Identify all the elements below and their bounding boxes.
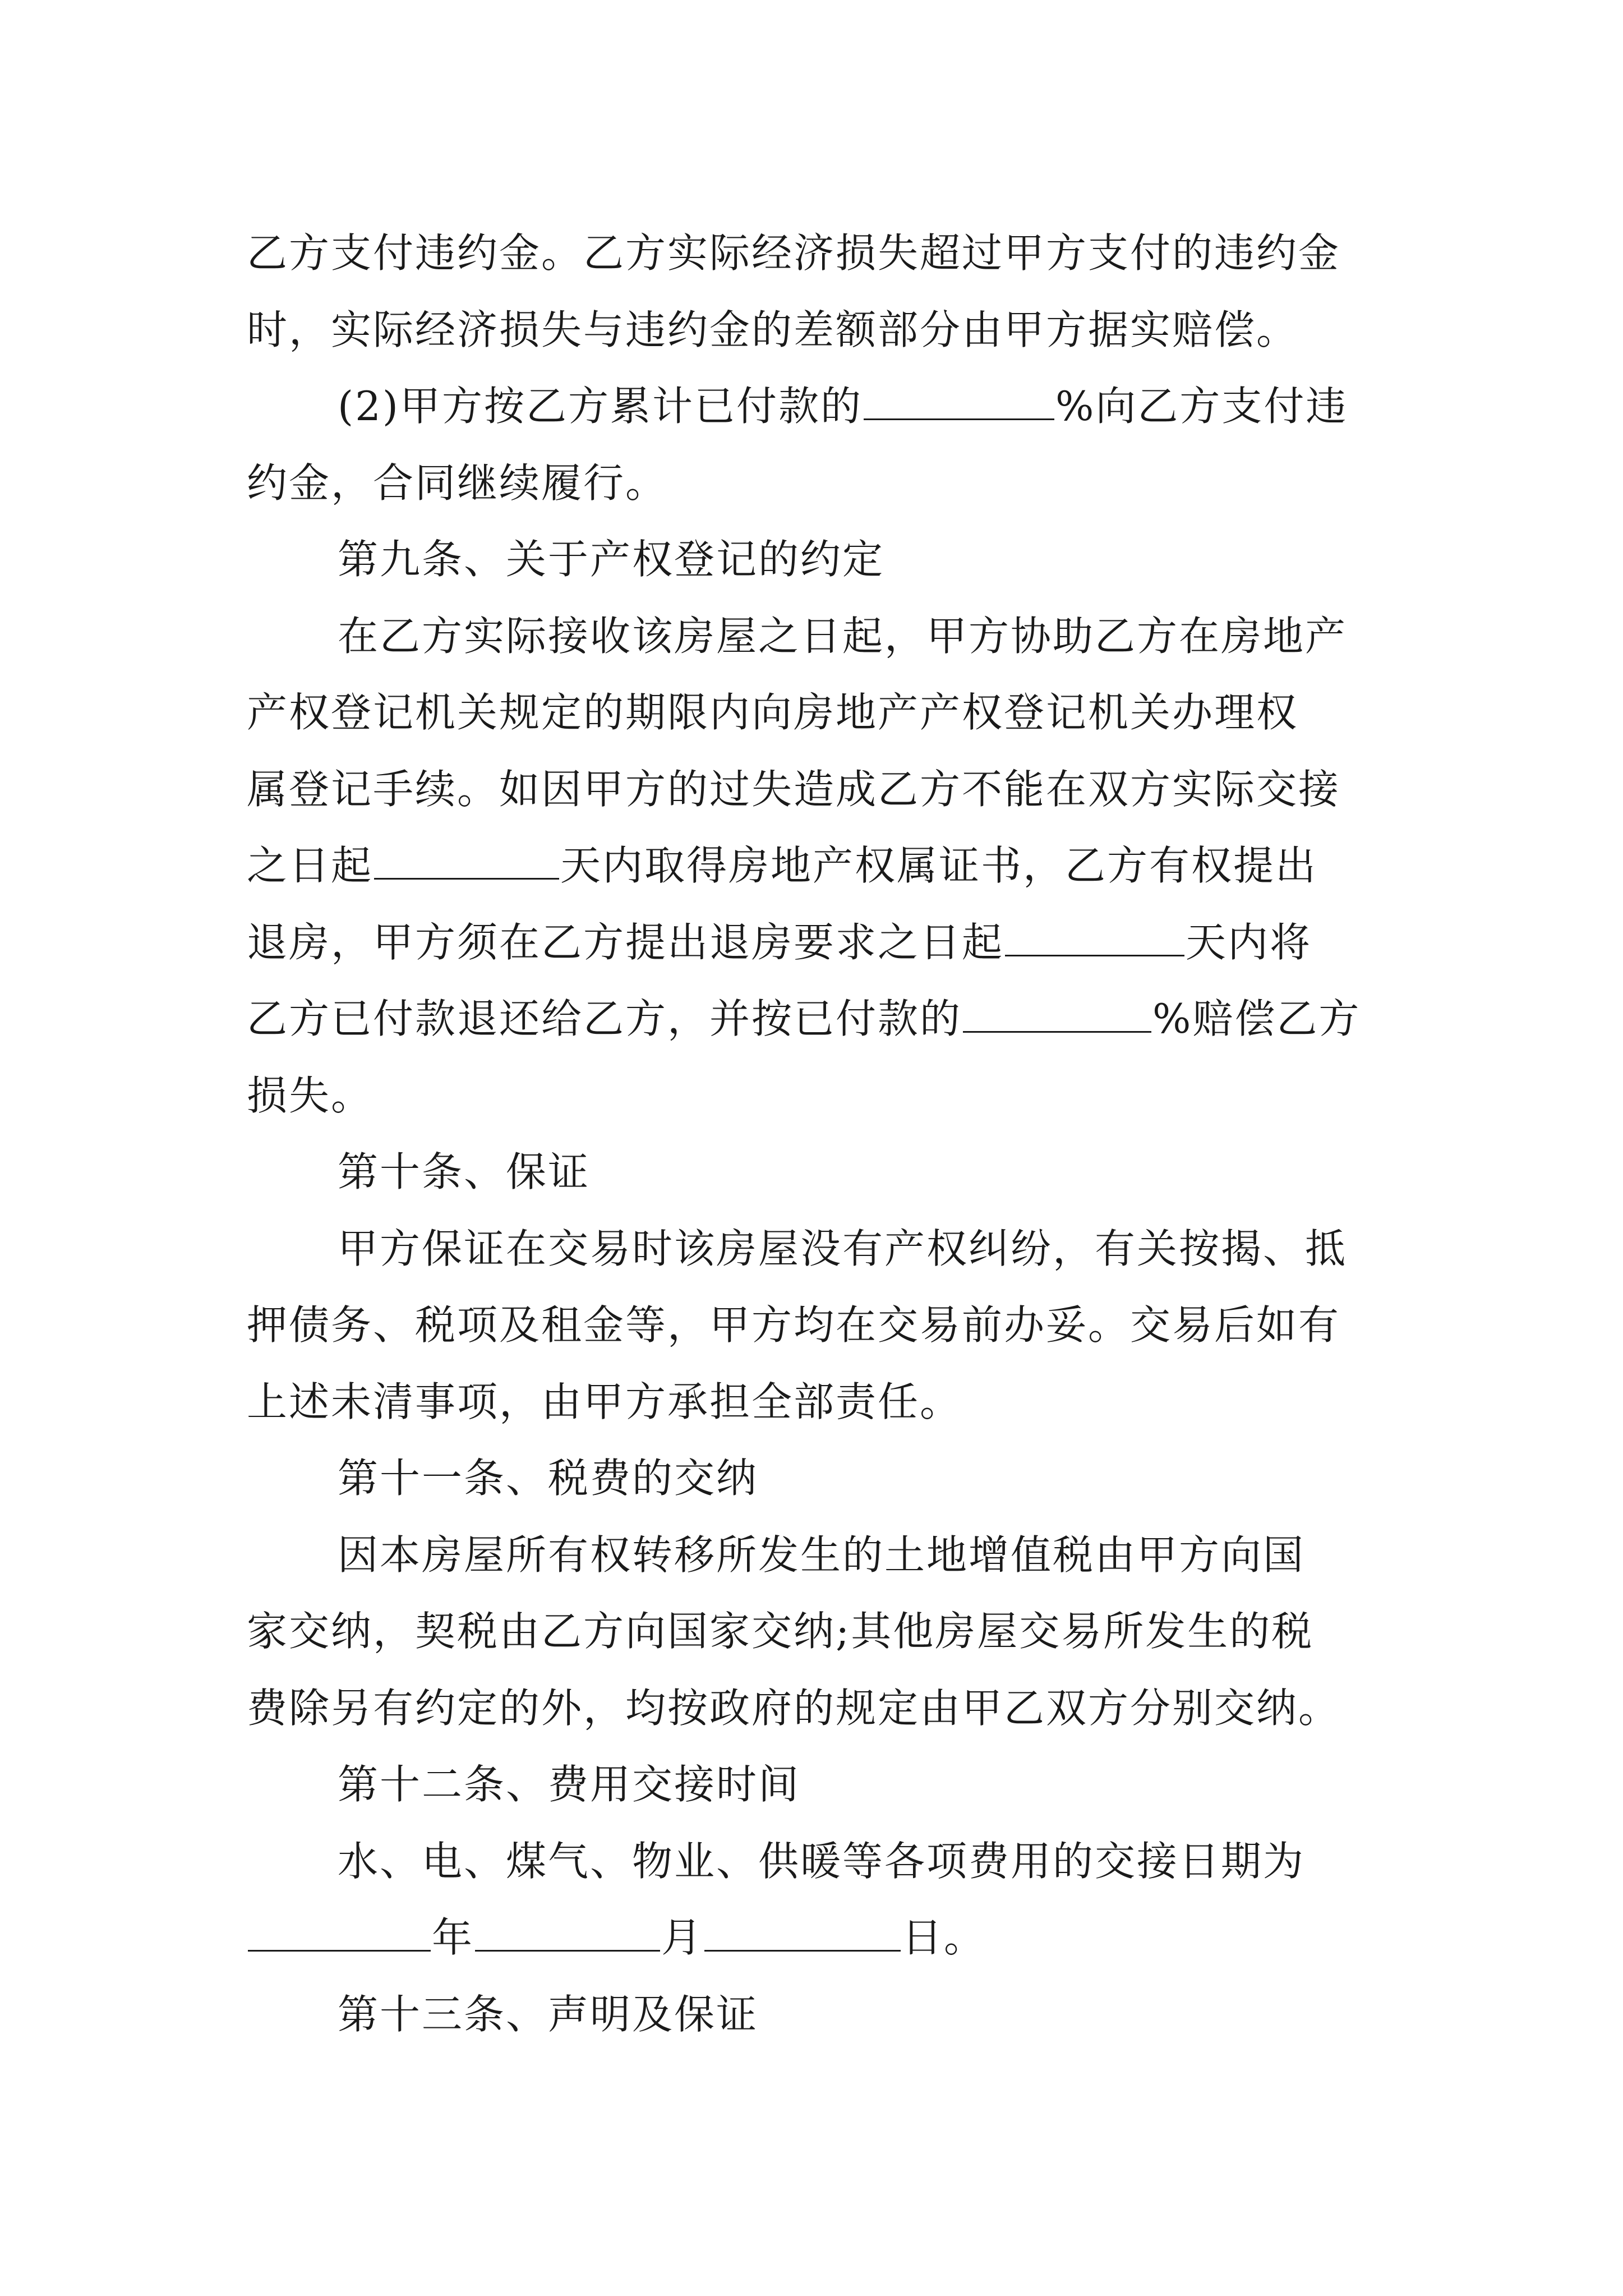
section-heading	[247, 1746, 1380, 1823]
line-text: 年	[432, 1914, 474, 1961]
paragraph-line	[247, 1593, 1380, 1670]
line-text: 因本房屋所有权转移所发生的土地增值税由甲方向国	[338, 1531, 1306, 1579]
line-text: 乙方支付违约金。乙方实际经济损失超过甲方支付的违约金	[247, 229, 1341, 277]
heading-text: 第十一条、税费的交纳	[338, 1455, 759, 1502]
line-text: 时，实际经济损失与违约金的差额部分由甲方据实赔偿。	[247, 306, 1299, 353]
line-text: 月	[661, 1914, 704, 1961]
heading-text: 第十二条、费用交接时间	[338, 1761, 801, 1808]
section-heading	[247, 1134, 1380, 1211]
line-text: %向乙方支付违	[1055, 383, 1348, 430]
paragraph-line	[247, 827, 1380, 904]
paragraph-line	[247, 1057, 1380, 1134]
paragraph-line	[247, 904, 1380, 981]
line-text: 乙方已付款退还给乙方，并按已付款的	[247, 995, 962, 1042]
fill-in-blank[interactable]	[374, 851, 559, 880]
line-text: 退房，甲方须在乙方提出退房要求之日起	[247, 918, 1004, 966]
paragraph-line	[247, 215, 1380, 292]
fill-in-blank[interactable]	[475, 1923, 660, 1952]
line-text: 日。	[902, 1914, 986, 1961]
fill-in-blank[interactable]	[864, 392, 1054, 420]
paragraph-line	[247, 368, 1380, 445]
fill-in-blank[interactable]	[963, 1004, 1151, 1033]
section-heading	[247, 1976, 1380, 2053]
fill-in-blank[interactable]	[704, 1923, 901, 1952]
document-body	[247, 215, 1380, 2053]
paragraph-line	[247, 1364, 1380, 1441]
line-text: 属登记手续。如因甲方的过失造成乙方不能在双方实际交接	[247, 765, 1341, 813]
line-text: 天内将	[1186, 918, 1312, 966]
line-text: 损失。	[247, 1071, 374, 1119]
paragraph-line	[247, 751, 1380, 828]
section-heading	[247, 521, 1380, 598]
heading-text: 第十条、保证	[338, 1148, 591, 1195]
line-text: 天内取得房地产权属证书，乙方有权提出	[560, 842, 1318, 889]
line-text: 押债务、税项及租金等，甲方均在交易前办妥。交易后如有	[247, 1301, 1341, 1349]
paragraph-line	[247, 598, 1380, 675]
paragraph-line	[247, 1517, 1380, 1594]
fill-in-blank[interactable]	[248, 1923, 431, 1952]
section-heading	[247, 1440, 1380, 1517]
heading-text: 第十三条、声明及保证	[338, 1990, 759, 2038]
paragraph-line	[247, 1211, 1380, 1287]
line-text: 甲方保证在交易时该房屋没有产权纠纷，有关按揭、抵	[338, 1225, 1348, 1272]
line-text: 约金，合同继续履行。	[247, 459, 668, 507]
paragraph-line	[247, 1899, 1380, 1976]
line-text: 之日起	[247, 842, 374, 889]
heading-text: 第九条、关于产权登记的约定	[338, 536, 885, 583]
line-text: (2)甲方按乙方累计已付款的	[338, 383, 863, 430]
paragraph-line	[247, 1287, 1380, 1364]
paragraph-line	[247, 674, 1380, 751]
line-text: 上述未清事项，由甲方承担全部责任。	[247, 1378, 962, 1425]
line-text: 家交纳，契税由乙方向国家交纳;其他房屋交易所发生的税	[247, 1608, 1314, 1655]
paragraph-line	[247, 1823, 1380, 1900]
line-text: 费除另有约定的外，均按政府的规定由甲乙双方分别交纳。	[247, 1684, 1341, 1732]
paragraph-line	[247, 292, 1380, 369]
line-text: 产权登记机关规定的期限内向房地产产权登记机关办理权	[247, 689, 1299, 736]
line-text: %赔偿乙方	[1152, 995, 1361, 1042]
paragraph-line	[247, 981, 1380, 1057]
fill-in-blank[interactable]	[1005, 928, 1184, 956]
line-text: 在乙方实际接收该房屋之日起，甲方协助乙方在房地产	[338, 612, 1348, 660]
line-text: 水、电、煤气、物业、供暖等各项费用的交接日期为	[338, 1837, 1306, 1885]
paragraph-line	[247, 1670, 1380, 1747]
paragraph-line	[247, 445, 1380, 522]
